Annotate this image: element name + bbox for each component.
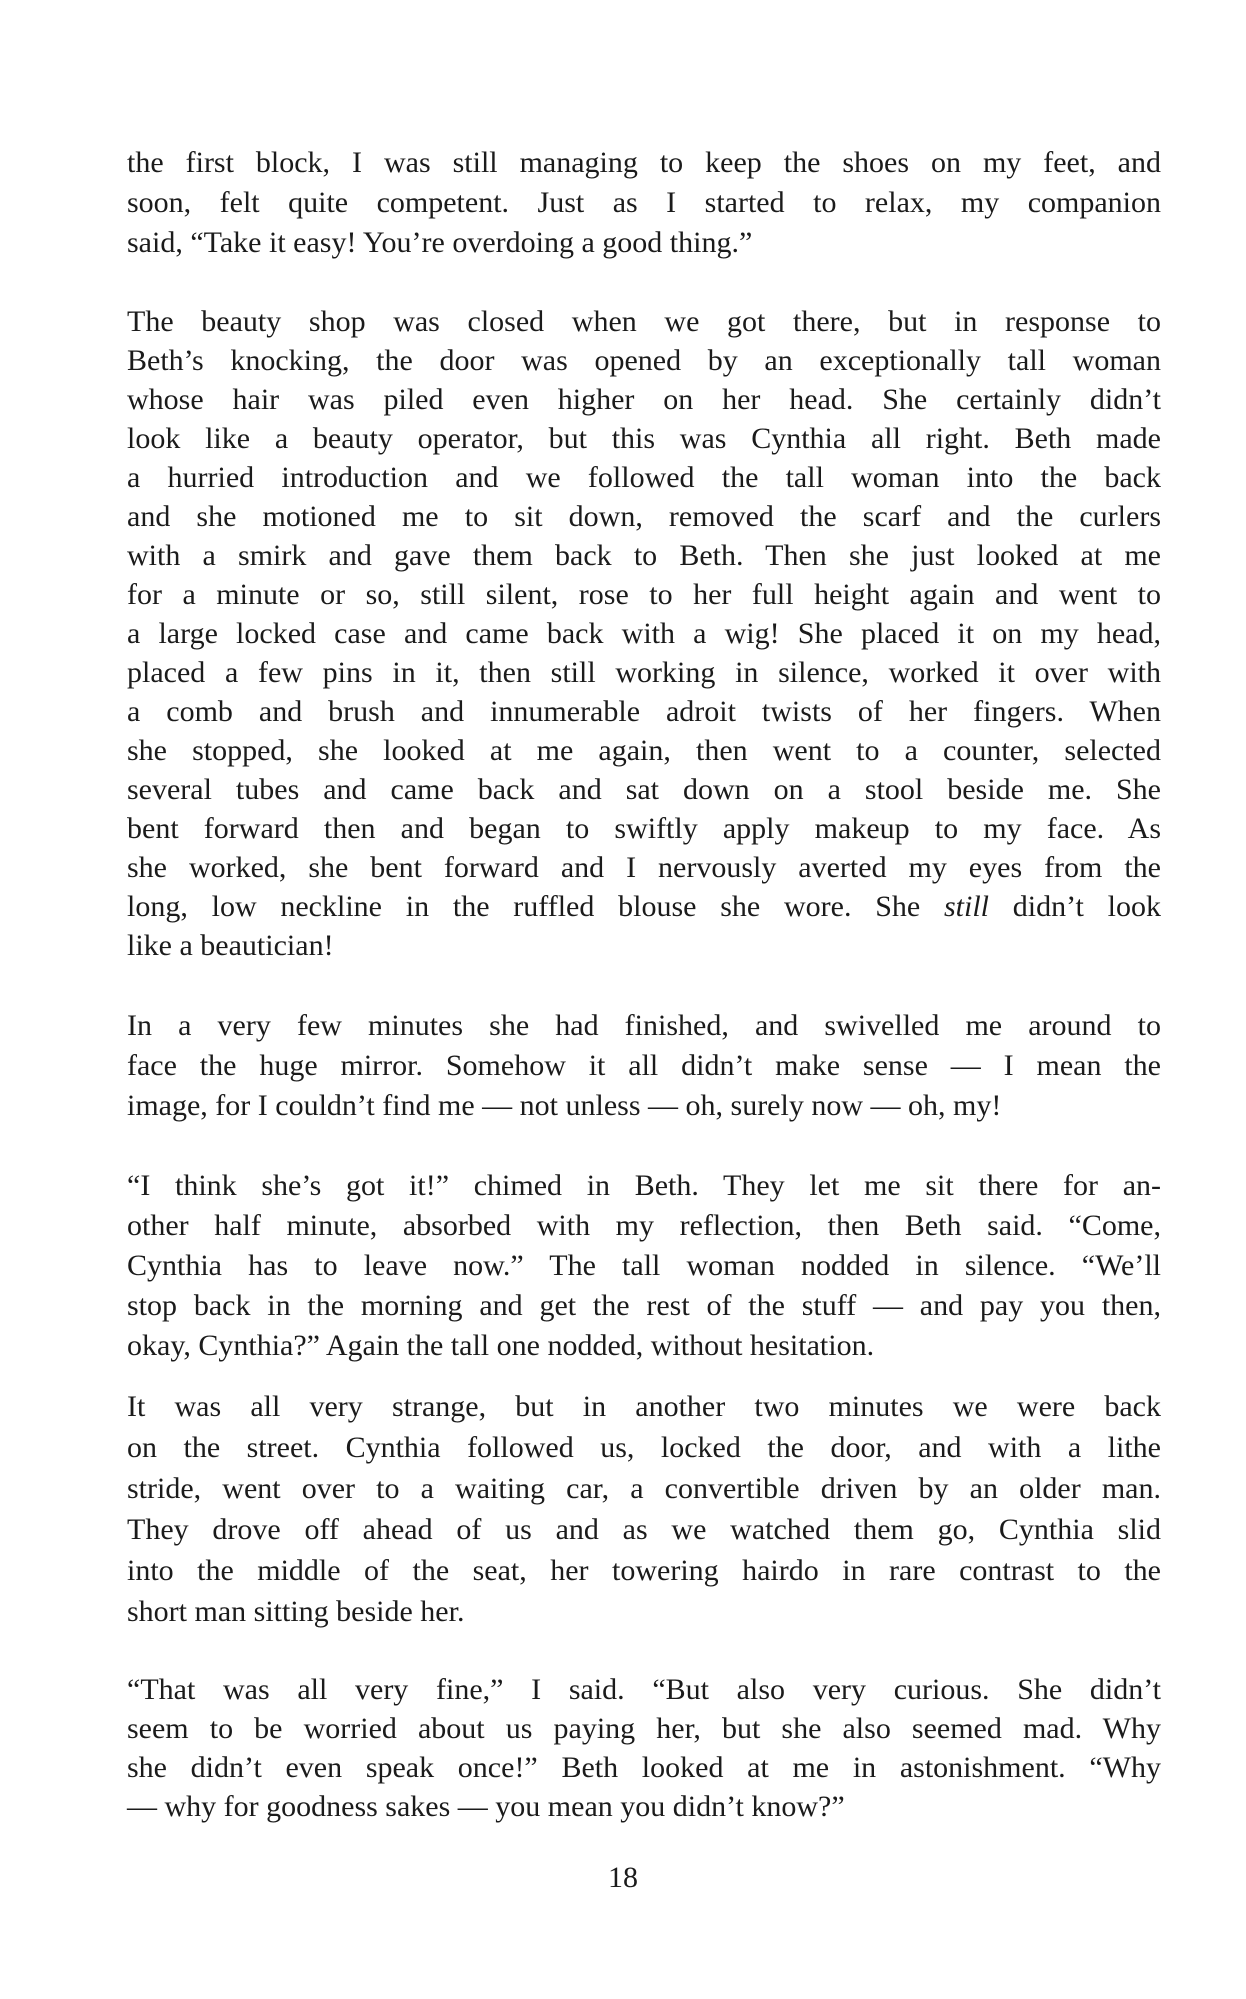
text-line: with a smirk and gave them back to Beth. Then she just looked at me: [127, 539, 1161, 572]
text-line: she didn’t even speak once!” Beth looked at me in astonishment. “Why: [127, 1751, 1161, 1784]
text-line: okay, Cynthia?” Again the tall one nodded, without hesitation.: [127, 1329, 875, 1362]
text-line: a large locked case and came back with a wig! She placed it on my head,: [127, 617, 1161, 650]
text-line: stop back in the morning and get the rest of the stuff — and pay you then,: [127, 1289, 1161, 1322]
text-line: like a beautician!: [127, 929, 334, 962]
text-line: In a very few minutes she had finished, and swivelled me around to: [127, 1009, 1161, 1042]
text-line: into the middle of the seat, her towering hairdo in rare contrast to the: [127, 1554, 1161, 1587]
text-line: short man sitting beside her.: [127, 1595, 465, 1628]
text-line: bent forward then and began to swiftly apply makeup to my face. As: [127, 812, 1161, 845]
page-number: 18: [608, 1861, 638, 1894]
text-line: said, “Take it easy! You’re overdoing a good thing.”: [127, 226, 753, 259]
text-line: image, for I couldn’t find me — not unless — oh, surely now — oh, my!: [127, 1089, 1002, 1122]
text-line: placed a few pins in it, then still working in silence, worked it over with: [127, 656, 1161, 689]
text-line: “I think she’s got it!” chimed in Beth. They let me sit there for an-: [127, 1169, 1161, 1202]
text-line: other half minute, absorbed with my reflection, then Beth said. “Come,: [127, 1209, 1161, 1242]
text-line: Cynthia has to leave now.” The tall woman nodded in silence. “We’ll: [127, 1249, 1161, 1282]
text-line: They drove off ahead of us and as we watched them go, Cynthia slid: [127, 1513, 1161, 1546]
text-line: long, low neckline in the ruffled blouse she wore. She still didn’t look: [127, 890, 1161, 923]
text-line: the first block, I was still managing to keep the shoes on my feet, and: [127, 146, 1161, 179]
text-line: Beth’s knocking, the door was opened by an exceptionally tall woman: [127, 344, 1161, 377]
text-line: look like a beauty operator, but this was Cynthia all right. Beth made: [127, 422, 1161, 455]
text-line: a comb and brush and innumerable adroit twists of her fingers. When: [127, 695, 1161, 728]
text-line: — why for goodness sakes — you mean you didn’t know?”: [127, 1790, 845, 1823]
text-line: stride, went over to a waiting car, a convertible driven by an older man.: [127, 1472, 1161, 1505]
text-line: seem to be worried about us paying her, but she also seemed mad. Why: [127, 1712, 1161, 1745]
text-line: It was all very strange, but in another two minutes we were back: [127, 1390, 1161, 1423]
text-line: and she motioned me to sit down, removed the scarf and the curlers: [127, 500, 1161, 533]
text-line: several tubes and came back and sat down on a stool beside me. She: [127, 773, 1161, 806]
text-line: soon, felt quite competent. Just as I started to relax, my companion: [127, 186, 1161, 219]
text-line: for a minute or so, still silent, rose to her full height again and went to: [127, 578, 1161, 611]
text-line: she stopped, she looked at me again, then went to a counter, selected: [127, 734, 1161, 767]
text-line: she worked, she bent forward and I nervously averted my eyes from the: [127, 851, 1161, 884]
text-line: “That was all very fine,” I said. “But also very curious. She didn’t: [127, 1673, 1161, 1706]
text-line: The beauty shop was closed when we got there, but in response to: [127, 305, 1161, 338]
text-line: on the street. Cynthia followed us, locked the door, and with a lithe: [127, 1431, 1161, 1464]
text-line: face the huge mirror. Somehow it all didn’t make sense — I mean the: [127, 1049, 1161, 1082]
text-line: a hurried introduction and we followed the tall woman into the back: [127, 461, 1161, 494]
text-line: whose hair was piled even higher on her head. She certainly didn’t: [127, 383, 1161, 416]
